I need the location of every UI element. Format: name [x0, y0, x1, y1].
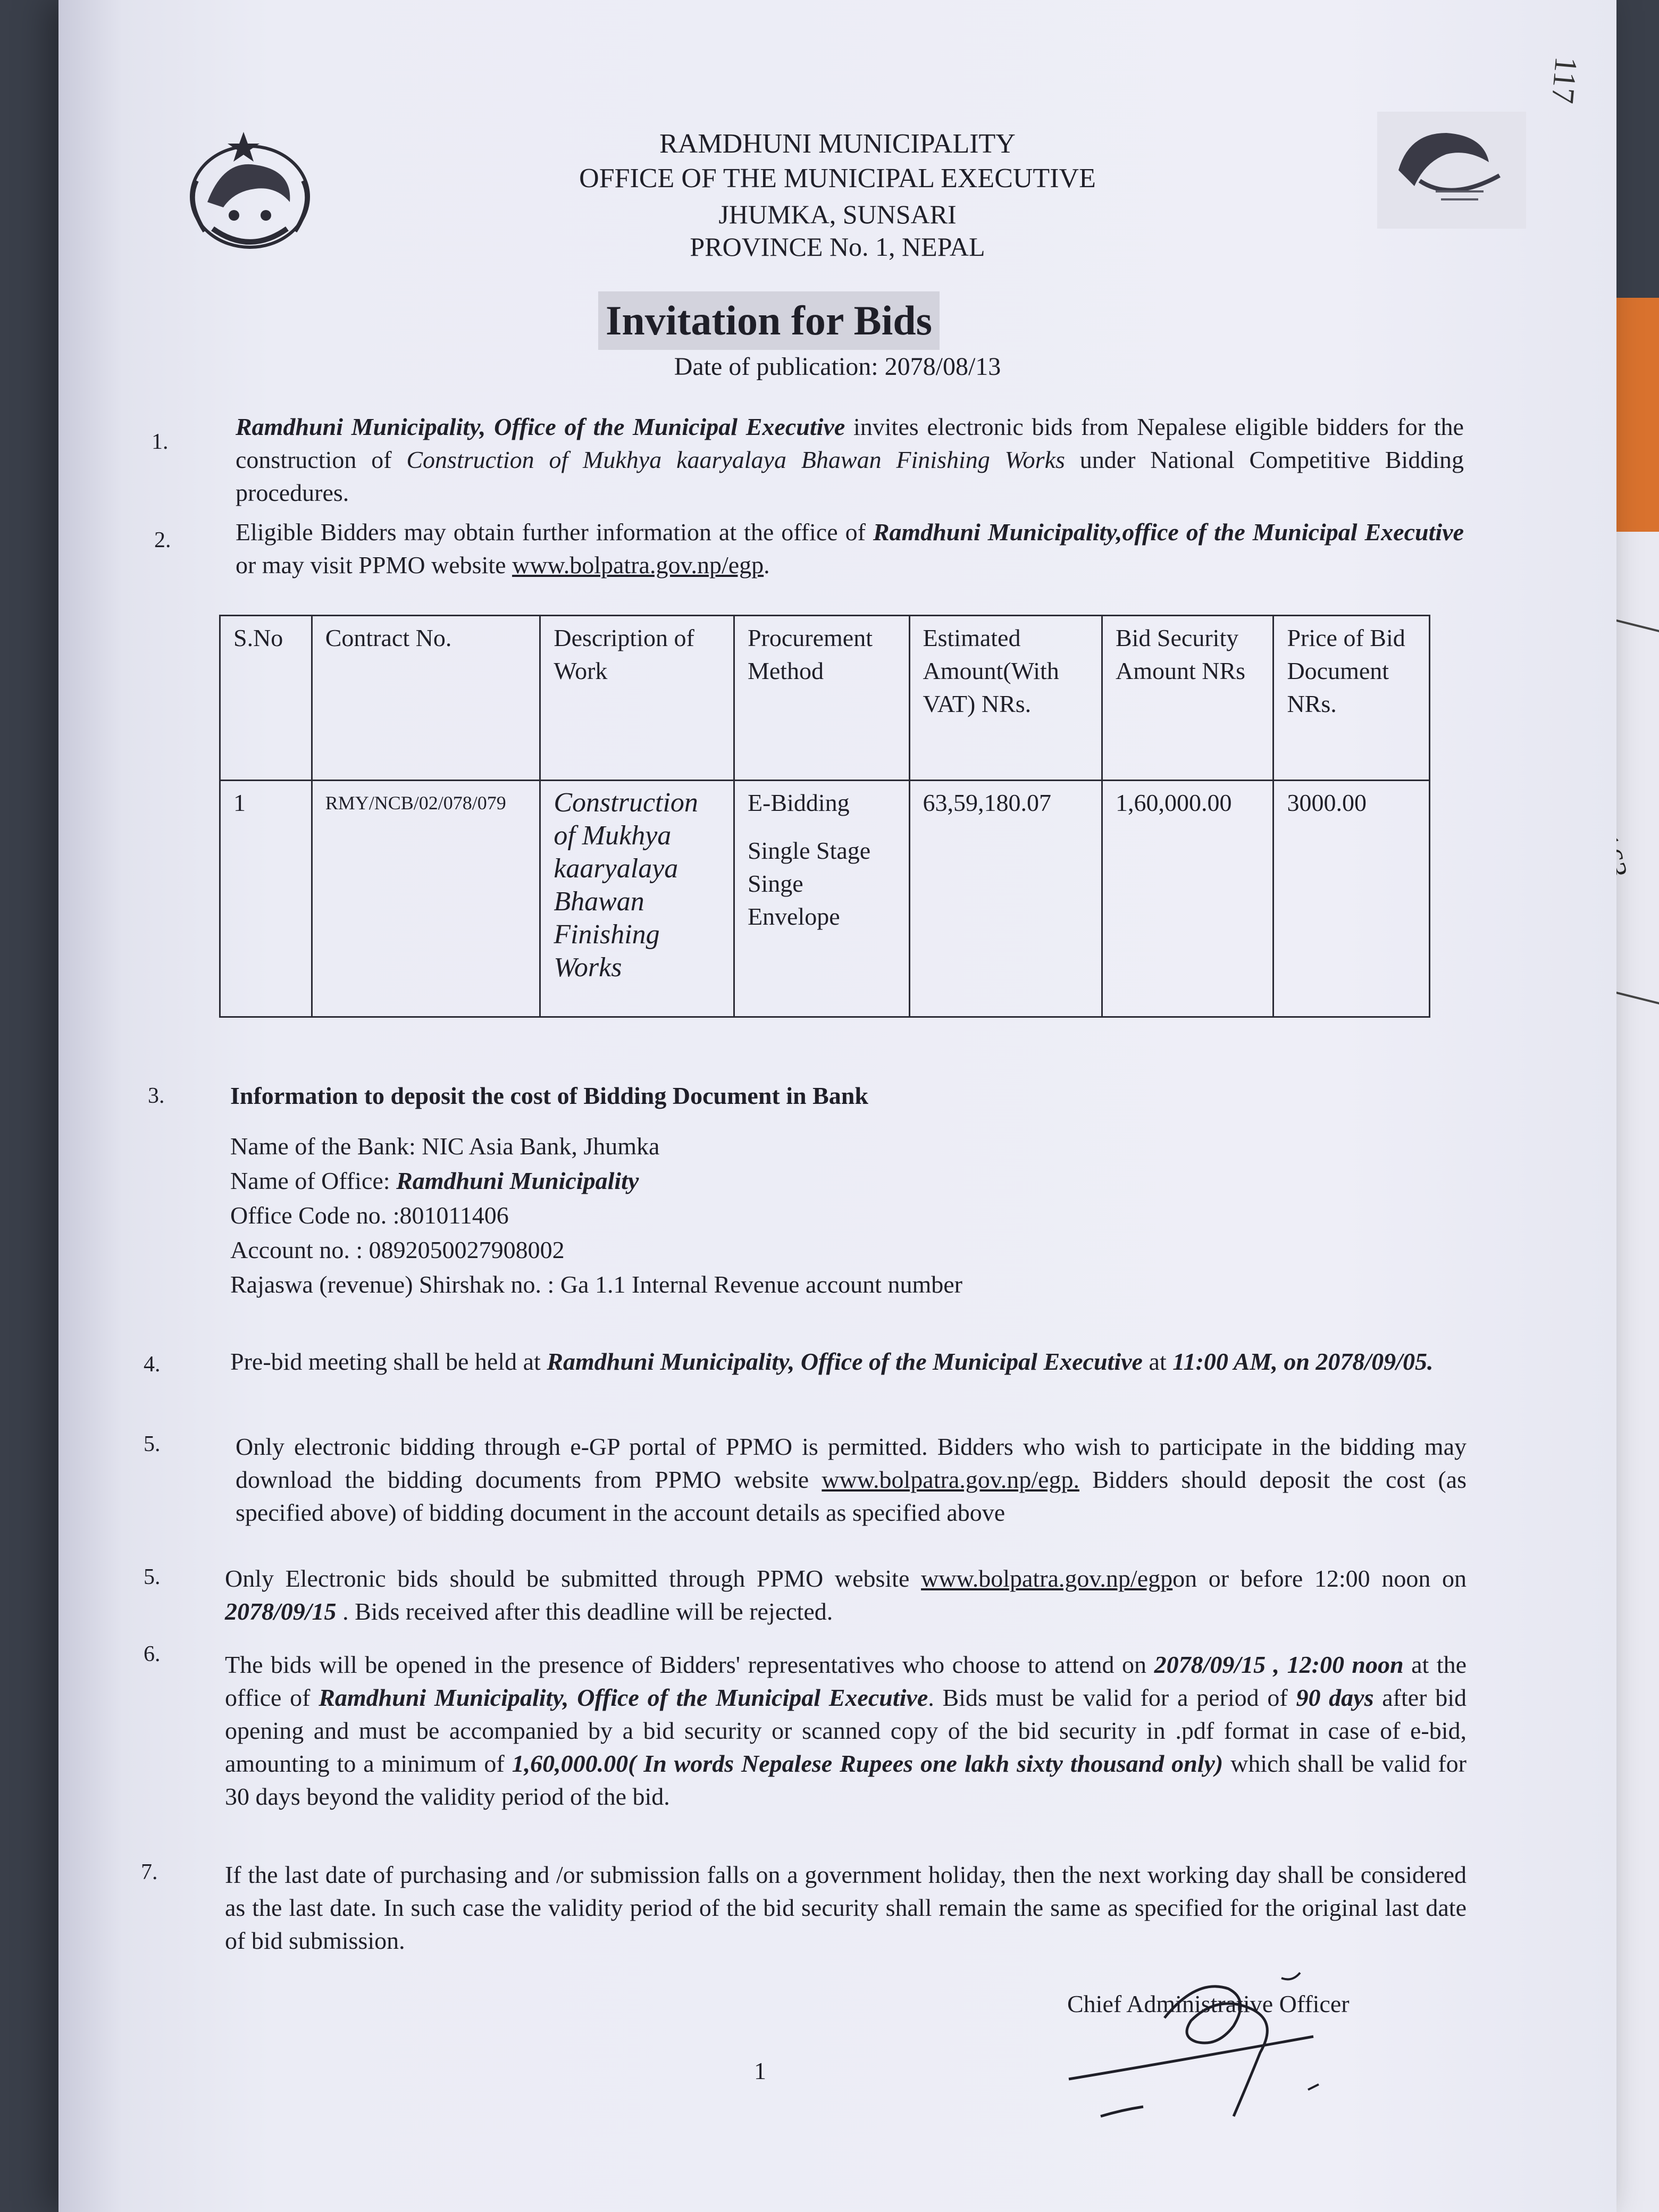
- item-number: 2.: [154, 528, 171, 552]
- item-number: 4.: [144, 1352, 161, 1377]
- office-name: Ramdhuni Municipality, Office of the Municipal Executive: [547, 1348, 1143, 1375]
- table-header-row: [220, 616, 1430, 781]
- text: . Bids must be valid for a period of: [928, 1684, 1296, 1711]
- method-line: Single Stage Singe Envelope: [747, 837, 871, 930]
- header-town: JHUMKA, SUNSARI: [718, 199, 957, 229]
- publication-date: Date of publication: 2078/08/13: [674, 353, 1001, 381]
- validity-days: 90 days: [1296, 1684, 1374, 1711]
- bank-account: Account no. : 0892050027908002: [230, 1236, 565, 1263]
- bids-table: [219, 615, 1430, 1018]
- text: invites electronic bids from Nepalese eligible bidders for the construction of: [236, 413, 1464, 473]
- opening-date: 2078/09/15 , 12:00 noon: [1154, 1651, 1404, 1678]
- paragraph-invitation: [236, 410, 1464, 509]
- paragraph-holiday: If the last date of purchasing and /or submission falls on a government holiday, then the next working day shall be considered as the last date. In such case the validity period of the bid security shall remain the same as specified for the original last date of bid submission.: [225, 1861, 1467, 1954]
- office-name: Ramdhuni Municipality,office of the Municipal Executive: [873, 518, 1464, 546]
- bank-office: [230, 1164, 639, 1197]
- text: Eligible Bidders may obtain further information at the office of: [236, 518, 873, 546]
- header-municipality: RAMDHUNI MUNICIPALITY: [659, 129, 1016, 159]
- item-number: 3.: [148, 1084, 165, 1108]
- item-number: 5.: [144, 1432, 161, 1456]
- text: or may visit PPMO website: [236, 551, 513, 579]
- text: on or before 12:00 noon on: [1172, 1565, 1467, 1592]
- text: Only electronic bidding through e-GP portal of PPMO is permitted. Bidders who wish to participate in the bidding may download the bidding documents from PPMO website: [236, 1433, 1467, 1493]
- handwritten-signature: [1058, 1967, 1462, 2127]
- ppmo-link[interactable]: www.bolpatra.gov.np/egp: [512, 551, 764, 579]
- header-province: PROVINCE No. 1, NEPAL: [690, 232, 985, 262]
- table-row: [220, 781, 1430, 1017]
- margin-handwritten-mark: 117: [1545, 55, 1585, 105]
- work-name: Construction of Mukhya kaaryalaya Bhawan Finishing Works: [406, 446, 1065, 473]
- paragraph-submission: [225, 1562, 1467, 1628]
- header-sno: S.No: [220, 616, 312, 781]
- document-page: [58, 0, 1616, 2212]
- header-description: Description of Work: [540, 616, 734, 781]
- security-amount: 1,60,000.00( In words Nepalese Rupees one lakh sixty thousand only): [512, 1750, 1224, 1777]
- text: Only Electronic bids should be submitted through PPMO website: [225, 1565, 921, 1592]
- office-name: Ramdhuni Municipality: [396, 1167, 639, 1194]
- page-number: 1: [754, 2057, 766, 2084]
- text: Bidders should deposit the cost (as specified above) of bidding document in the account details as specified above: [236, 1466, 1467, 1526]
- text: at: [1142, 1348, 1173, 1375]
- text: after bid opening and must be accompanied by a bid security or scanned copy of the bid security in .pdf format in case of e-bid, amounting to a minimum of: [225, 1684, 1467, 1777]
- cell-security: 1,60,000.00: [1102, 781, 1273, 1017]
- cell-sno: 1: [220, 781, 312, 1017]
- paragraph-opening: [225, 1648, 1467, 1813]
- text: . Bids received after this deadline will be rejected.: [336, 1598, 833, 1625]
- signatory-title: Chief Administrative Officer: [1067, 1990, 1350, 2017]
- cell-method: [734, 781, 909, 1017]
- item-number: 6.: [144, 1642, 161, 1666]
- cell-estimated: 63,59,180.07: [909, 781, 1102, 1017]
- item-number: 7.: [141, 1860, 158, 1884]
- method-line: E-Bidding: [747, 789, 850, 816]
- bank-revenue: Rajaswa (revenue) Shirshak no. : Ga 1.1 Internal Revenue account number: [230, 1271, 962, 1298]
- item-number: 5.: [144, 1565, 161, 1589]
- header-estimated: Estimated Amount(With VAT) NRs.: [909, 616, 1102, 781]
- ppmo-link[interactable]: www.bolpatra.gov.np/egp.: [822, 1466, 1079, 1493]
- text: at the office of: [225, 1651, 1467, 1711]
- office-name: Ramdhuni Municipality, Office of the Municipal Executive: [319, 1684, 928, 1711]
- document-title: Invitation for Bids: [598, 291, 940, 350]
- cell-price: 3000.00: [1273, 781, 1430, 1017]
- text: Pre-bid meeting shall be held at: [230, 1348, 547, 1375]
- item-number: 1.: [152, 430, 169, 454]
- header-contract: Contract No.: [312, 616, 540, 781]
- paragraph-prebid: [230, 1345, 1467, 1378]
- cell-description: Construction of Mukhya kaaryalaya Bhawan Finishing Works: [540, 781, 734, 1017]
- text: The bids will be opened in the presence of Bidders' representatives who choose to attend on: [225, 1651, 1154, 1678]
- ppmo-link[interactable]: www.bolpatra.gov.np/egp: [921, 1565, 1173, 1592]
- header-security: Bid Security Amount NRs: [1102, 616, 1273, 781]
- paragraph-egp: [236, 1430, 1467, 1529]
- bank-section-heading: Information to deposit the cost of Bidding Document in Bank: [230, 1082, 868, 1109]
- text: Name of Office:: [230, 1167, 397, 1194]
- deadline-date: 2078/09/15: [225, 1598, 337, 1625]
- header-price: Price of Bid Document NRs.: [1273, 616, 1430, 781]
- header-method: Procurement Method: [734, 616, 909, 781]
- text: .: [764, 551, 770, 579]
- cell-contract: RMY/NCB/02/078/079: [312, 781, 540, 1017]
- paragraph-information: [236, 516, 1464, 582]
- header-office: OFFICE OF THE MUNICIPAL EXECUTIVE: [579, 163, 1096, 194]
- office-name: Ramdhuni Municipality, Office of the Municipal Executive: [236, 413, 845, 440]
- text: under National Competitive Bidding procedures.: [236, 446, 1464, 506]
- text: which shall be valid for 30 days beyond the validity period of the bid.: [225, 1750, 1467, 1810]
- bank-office-code: Office Code no. :801011406: [230, 1202, 509, 1229]
- bank-name: Name of the Bank: NIC Asia Bank, Jhumka: [230, 1133, 660, 1160]
- meeting-time: 11:00 AM, on 2078/09/05.: [1172, 1348, 1434, 1375]
